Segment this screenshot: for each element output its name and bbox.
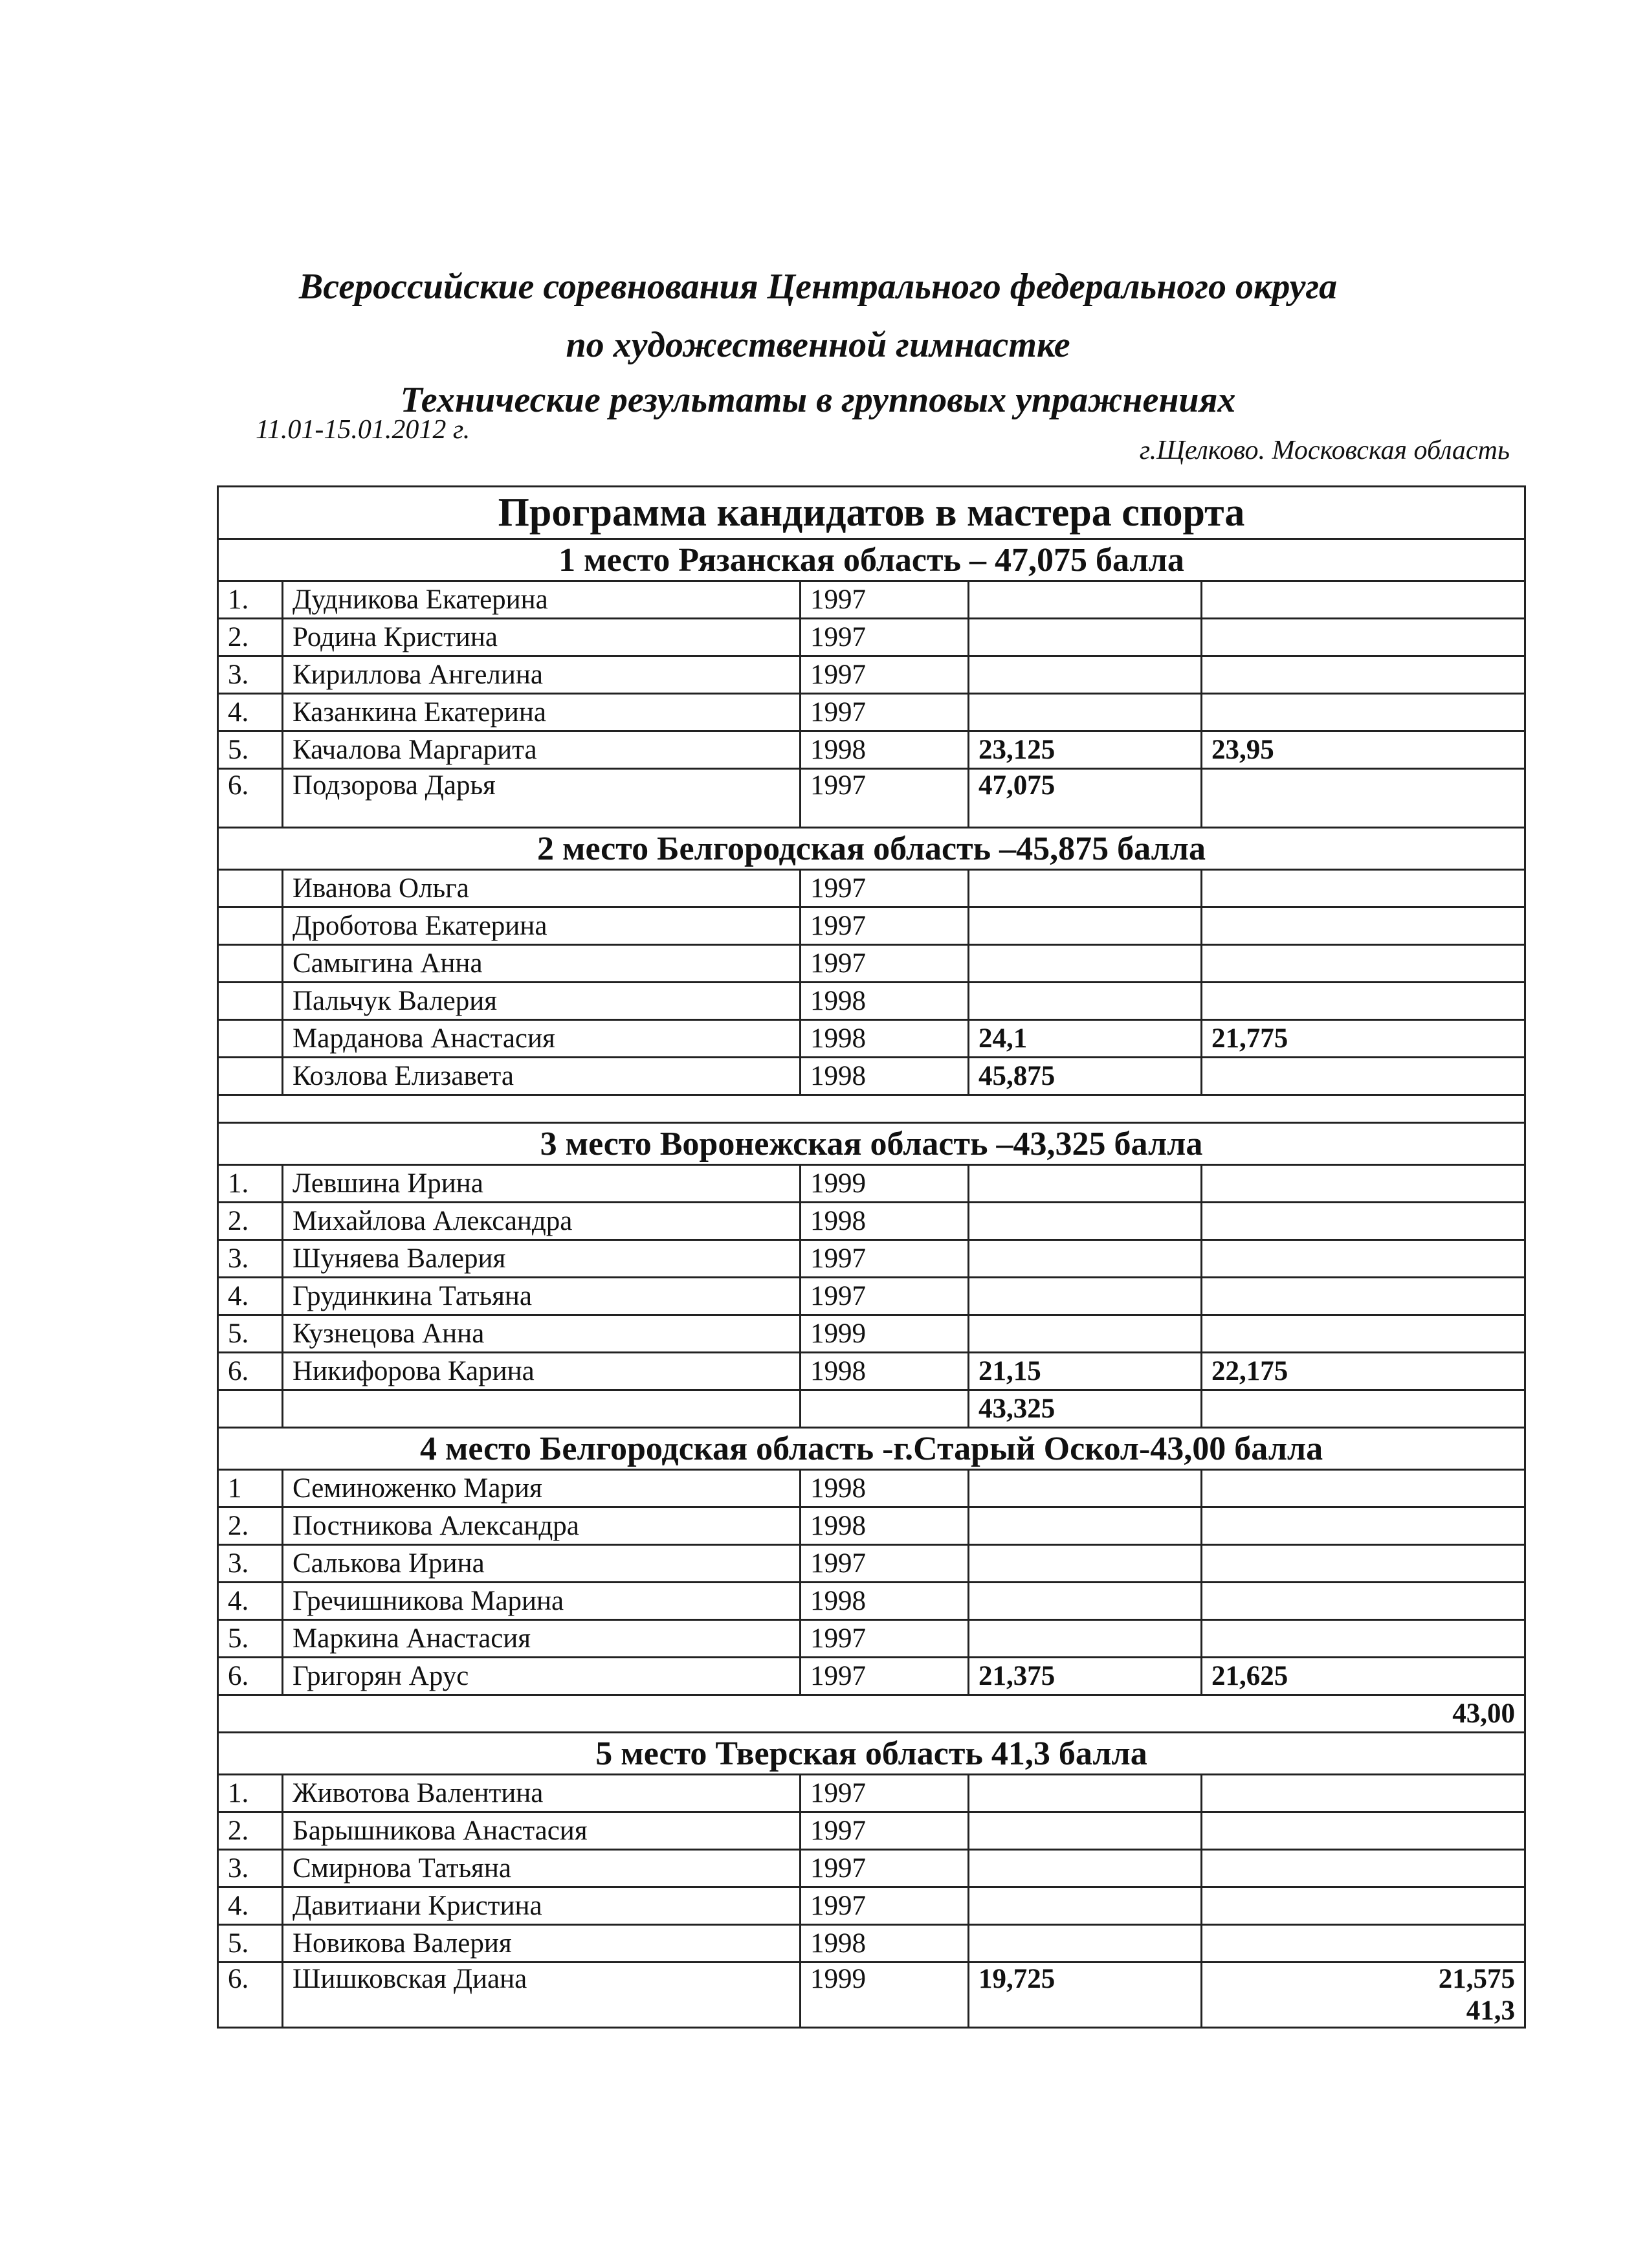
athlete-name: Гречишникова Марина: [283, 1583, 801, 1620]
team-total: 45,875: [969, 1058, 1202, 1095]
athlete-name: Дроботова Екатерина: [283, 907, 801, 945]
team-total: 47,075: [969, 769, 1202, 828]
score-2: [1202, 1240, 1525, 1278]
score-1: 24,1: [969, 1020, 1202, 1058]
athlete-number: [218, 945, 283, 983]
athlete-year: 1999: [801, 1315, 969, 1353]
score-1: 19,725: [969, 1962, 1202, 2028]
athlete-number: 3.: [218, 656, 283, 694]
score-2: [1202, 1812, 1525, 1850]
team-header-row: [218, 1428, 1525, 1470]
athlete-number: 5.: [218, 1925, 283, 1962]
score-2: [1202, 694, 1525, 731]
empty-cell: [218, 1095, 1525, 1123]
score-1: [969, 656, 1202, 694]
athlete-year: 1997: [801, 1278, 969, 1315]
score-2: [1202, 769, 1525, 828]
athlete-year: 1997: [801, 1658, 969, 1695]
athlete-number: 5.: [218, 731, 283, 769]
score-1: [969, 619, 1202, 656]
table-row: [218, 1278, 1525, 1315]
table-row: [218, 769, 1525, 828]
score-2: [1202, 1545, 1525, 1583]
athlete-year: 1997: [801, 1887, 969, 1925]
athlete-year: 1997: [801, 1545, 969, 1583]
athlete-number: [218, 907, 283, 945]
table-row: [218, 1812, 1525, 1850]
athlete-year: 1998: [801, 1925, 969, 1962]
score-2-and-total: [1202, 1962, 1525, 2028]
score-2: [1202, 581, 1525, 619]
score-1: [969, 870, 1202, 907]
athlete-number: [218, 870, 283, 907]
athlete-number: 2.: [218, 619, 283, 656]
athlete-name: Шишковская Диана: [283, 1962, 801, 2028]
table-row: [218, 1925, 1525, 1962]
table-row: [218, 694, 1525, 731]
score-2: [1202, 1203, 1525, 1240]
athlete-name: Дудникова Екатерина: [283, 581, 801, 619]
athlete-name: Казанкина Екатерина: [283, 694, 801, 731]
score-1: 21,15: [969, 1353, 1202, 1390]
score-1: 23,125: [969, 731, 1202, 769]
athlete-name: Михайлова Александра: [283, 1203, 801, 1240]
table-row: [218, 1315, 1525, 1353]
athlete-number: 4.: [218, 1887, 283, 1925]
score-1: [969, 983, 1202, 1020]
athlete-name: Барышникова Анастасия: [283, 1812, 801, 1850]
athlete-year: 1997: [801, 1812, 969, 1850]
athlete-name: Салькова Ирина: [283, 1545, 801, 1583]
athlete-number: 2.: [218, 1203, 283, 1240]
empty-cell: [801, 1390, 969, 1428]
athlete-year: 1997: [801, 1620, 969, 1658]
score-2: 21,775: [1202, 1020, 1525, 1058]
team-total-row: [218, 1695, 1525, 1733]
score-1: [969, 1165, 1202, 1203]
athlete-name: Качалова Маргарита: [283, 731, 801, 769]
score-2: [1202, 1620, 1525, 1658]
table-row: [218, 1240, 1525, 1278]
score-2: [1202, 1775, 1525, 1812]
score-2: [1202, 619, 1525, 656]
score-2: [1202, 945, 1525, 983]
score-1: [969, 1925, 1202, 1962]
athlete-year: 1997: [801, 581, 969, 619]
athlete-year: 1999: [801, 1962, 969, 2028]
table-row: [218, 581, 1525, 619]
athlete-year: 1997: [801, 656, 969, 694]
athlete-name: Грудинкина Татьяна: [283, 1278, 801, 1315]
score-2: [1202, 1925, 1525, 1962]
score-2: 22,175: [1202, 1353, 1525, 1390]
score-1: [969, 907, 1202, 945]
score-1: [969, 1240, 1202, 1278]
empty-cell: [218, 1390, 283, 1428]
athlete-name: Никифорова Карина: [283, 1353, 801, 1390]
athlete-year: 1997: [801, 1240, 969, 1278]
athlete-name: Родина Кристина: [283, 619, 801, 656]
athlete-number: 1.: [218, 1775, 283, 1812]
score-2: [1202, 1507, 1525, 1545]
results-table: [217, 485, 1526, 2029]
score-1: [969, 1203, 1202, 1240]
athlete-year: 1997: [801, 619, 969, 656]
athlete-name: Семиноженко Мария: [283, 1470, 801, 1507]
score-2: [1202, 1850, 1525, 1887]
score-2: [1202, 1887, 1525, 1925]
score-2: [1202, 1470, 1525, 1507]
athlete-number: 4.: [218, 1278, 283, 1315]
athlete-number: 6.: [218, 1658, 283, 1695]
score-1: [969, 1583, 1202, 1620]
athlete-name: Давитиани Кристина: [283, 1887, 801, 1925]
team-header-row: [218, 828, 1525, 870]
athlete-year: 1997: [801, 1775, 969, 1812]
athlete-number: [218, 1020, 283, 1058]
table-row: [218, 1850, 1525, 1887]
score-1: [969, 694, 1202, 731]
athlete-year: 1998: [801, 1507, 969, 1545]
table-row: [218, 1058, 1525, 1095]
team-header: 2 место Белгородская область –45,875 балла: [218, 828, 1525, 870]
athlete-name: Маркина Анастасия: [283, 1620, 801, 1658]
table-row: [218, 983, 1525, 1020]
athlete-name: Левшина Ирина: [283, 1165, 801, 1203]
score-2: [1202, 907, 1525, 945]
empty-cell: [283, 1390, 801, 1428]
athlete-year: 1998: [801, 1058, 969, 1095]
athlete-name: Новикова Валерия: [283, 1925, 801, 1962]
athlete-name: Животова Валентина: [283, 1775, 801, 1812]
score-2: [1202, 656, 1525, 694]
score-1: [969, 1887, 1202, 1925]
score-1: [969, 581, 1202, 619]
athlete-year: 1998: [801, 983, 969, 1020]
team-header: 3 место Воронежская область –43,325 балла: [218, 1123, 1525, 1165]
score-2: [1202, 1278, 1525, 1315]
empty-cell: [1202, 1390, 1525, 1428]
team-header-row: [218, 539, 1525, 581]
athlete-name: Пальчук Валерия: [283, 983, 801, 1020]
table-row: [218, 870, 1525, 907]
athlete-name: Постникова Александра: [283, 1507, 801, 1545]
score-2: 21,625: [1202, 1658, 1525, 1695]
athlete-number: 3.: [218, 1850, 283, 1887]
table-row: [218, 1353, 1525, 1390]
program-title-row: [218, 487, 1525, 539]
score-2: [1202, 1165, 1525, 1203]
team-header-row: [218, 1733, 1525, 1775]
score-1: [969, 1775, 1202, 1812]
score-2: [1202, 1058, 1525, 1095]
team-total: 43,00: [218, 1695, 1525, 1733]
table-row: [218, 1620, 1525, 1658]
athlete-number: 4.: [218, 694, 283, 731]
document-subtitle-results: Технические результаты в групповых упражнениях: [400, 380, 1236, 420]
athlete-number: [218, 1058, 283, 1095]
athlete-name: Шуняева Валерия: [283, 1240, 801, 1278]
athlete-year: 1997: [801, 769, 969, 828]
athlete-number: 3.: [218, 1240, 283, 1278]
team-header-row: [218, 1123, 1525, 1165]
athlete-year: 1998: [801, 731, 969, 769]
athlete-year: 1997: [801, 907, 969, 945]
table-row: [218, 945, 1525, 983]
athlete-number: 6.: [218, 1962, 283, 2028]
athlete-name: Григорян Арус: [283, 1658, 801, 1695]
table-row: [218, 731, 1525, 769]
table-row: [218, 1470, 1525, 1507]
athlete-year: 1999: [801, 1165, 969, 1203]
table-row: [218, 1165, 1525, 1203]
athlete-year: 1997: [801, 945, 969, 983]
document-header: [0, 0, 1636, 492]
table-row: [218, 1583, 1525, 1620]
score-1: [969, 1278, 1202, 1315]
table-row: [218, 1203, 1525, 1240]
table-row: [218, 907, 1525, 945]
spacer-row: [218, 1095, 1525, 1123]
athlete-name: Козлова Елизавета: [283, 1058, 801, 1095]
athlete-number: 6.: [218, 1353, 283, 1390]
table-row: [218, 1507, 1525, 1545]
team-total-row: [218, 1390, 1525, 1428]
document-subtitle: по художественной гимнастке: [566, 325, 1070, 365]
athlete-year: 1998: [801, 1203, 969, 1240]
athlete-name: Иванова Ольга: [283, 870, 801, 907]
athlete-name: Кириллова Ангелина: [283, 656, 801, 694]
score-1: [969, 1850, 1202, 1887]
athlete-number: 4.: [218, 1583, 283, 1620]
athlete-number: 3.: [218, 1545, 283, 1583]
athlete-number: 6.: [218, 769, 283, 828]
score-2: 23,95: [1202, 731, 1525, 769]
table-row: [218, 1887, 1525, 1925]
document-title: Всероссийские соревнования Центрального федерального округа: [298, 267, 1338, 307]
athlete-number: 1.: [218, 581, 283, 619]
table-row: [218, 619, 1525, 656]
score-1: [969, 1620, 1202, 1658]
athlete-name: Марданова Анастасия: [283, 1020, 801, 1058]
team-total: 43,325: [969, 1390, 1202, 1428]
score-1: [969, 1812, 1202, 1850]
team-header: 1 место Рязанская область – 47,075 балла: [218, 539, 1525, 581]
competition-place: г.Щелково. Московская область: [1139, 436, 1510, 465]
score-2: [1202, 1315, 1525, 1353]
athlete-name: Самыгина Анна: [283, 945, 801, 983]
score-2: [1202, 1583, 1525, 1620]
table-row: [218, 656, 1525, 694]
team-total: 41,3: [1466, 1996, 1516, 2026]
athlete-year: 1998: [801, 1353, 969, 1390]
athlete-year: 1998: [801, 1020, 969, 1058]
score-1: [969, 1545, 1202, 1583]
score-1: [969, 945, 1202, 983]
table-row: [218, 1775, 1525, 1812]
athlete-year: 1997: [801, 694, 969, 731]
score-1: [969, 1470, 1202, 1507]
table-row: [218, 1962, 1525, 2028]
score-2: 21,575: [1438, 1964, 1516, 1994]
athlete-number: [218, 983, 283, 1020]
team-header: 5 место Тверская область 41,3 балла: [218, 1733, 1525, 1775]
score-2: [1202, 983, 1525, 1020]
table-row: [218, 1545, 1525, 1583]
score-1: 21,375: [969, 1658, 1202, 1695]
athlete-number: 5.: [218, 1620, 283, 1658]
athlete-year: 1997: [801, 1850, 969, 1887]
competition-dates: 11.01-15.01.2012 г.: [256, 415, 470, 445]
athlete-number: 1: [218, 1470, 283, 1507]
score-2: [1202, 870, 1525, 907]
athlete-number: 1.: [218, 1165, 283, 1203]
table-row: [218, 1658, 1525, 1695]
athlete-year: 1998: [801, 1583, 969, 1620]
team-header: 4 место Белгородская область -г.Старый Оскол-43,00 балла: [218, 1428, 1525, 1470]
athlete-number: 2.: [218, 1507, 283, 1545]
score-1: [969, 1507, 1202, 1545]
athlete-name: Подзорова Дарья: [283, 769, 801, 828]
athlete-name: Смирнова Татьяна: [283, 1850, 801, 1887]
score-1: [969, 1315, 1202, 1353]
athlete-year: 1997: [801, 870, 969, 907]
athlete-number: 5.: [218, 1315, 283, 1353]
program-title: Программа кандидатов в мастера спорта: [218, 487, 1525, 539]
table-row: [218, 1020, 1525, 1058]
athlete-number: 2.: [218, 1812, 283, 1850]
athlete-name: Кузнецова Анна: [283, 1315, 801, 1353]
athlete-year: 1998: [801, 1470, 969, 1507]
